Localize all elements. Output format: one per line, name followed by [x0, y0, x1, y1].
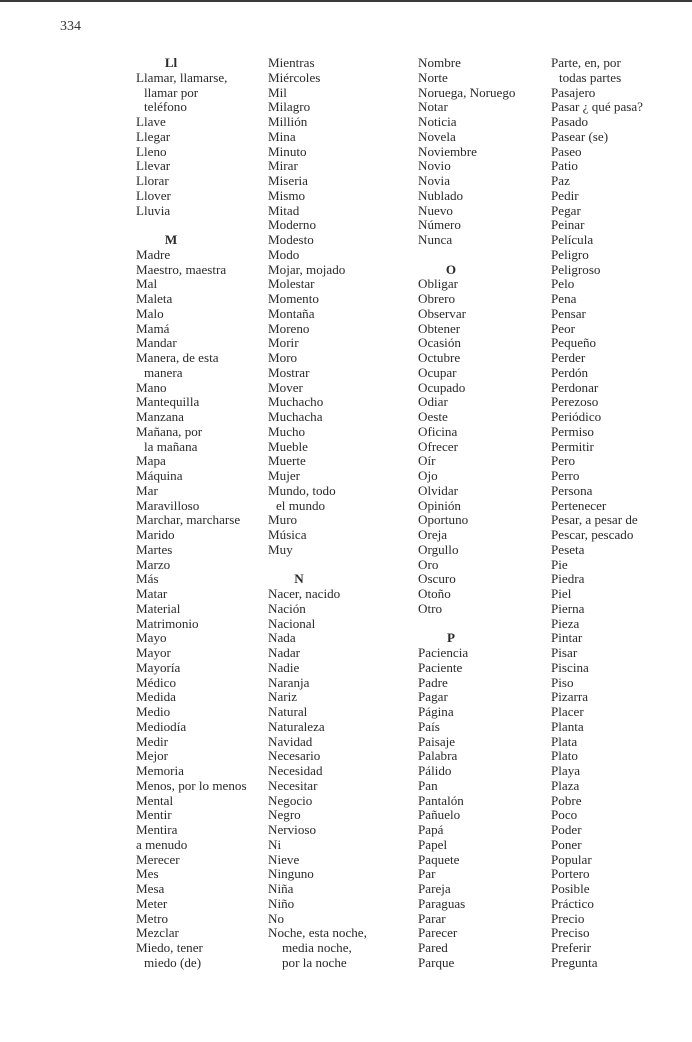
- vocab-entry: Ni: [268, 836, 282, 852]
- vocab-entry: Preciso: [551, 925, 590, 941]
- vocab-entry: Llorar: [136, 173, 169, 188]
- vocab-entry: Nadar: [268, 645, 300, 660]
- vocab-entry: Paquete: [418, 851, 460, 867]
- vocab-entry: Octubre: [418, 350, 461, 365]
- vocab-entry: Menos, por lo menos: [136, 777, 247, 793]
- vocab-entry: Mostrar: [268, 364, 310, 380]
- vocab-entry: Mamá: [136, 320, 170, 336]
- vocab-entry: Noviembre: [418, 143, 477, 159]
- vocab-entry: Pensar: [551, 305, 586, 321]
- vocab-entry: Maestro, maestra: [136, 261, 227, 277]
- vocab-entry: Maravilloso: [136, 497, 200, 513]
- vocab-entry: Obrero: [418, 291, 456, 306]
- vocab-entry: Perro: [551, 468, 580, 483]
- vocab-entry: Par: [418, 866, 436, 882]
- vocab-entry: Ojo: [418, 468, 438, 483]
- vocab-entry: Pasear (se): [551, 128, 609, 144]
- vocab-entry: Metro: [136, 910, 168, 926]
- vocab-entry: Mes: [136, 866, 159, 882]
- vocab-entry: Pálido: [418, 763, 452, 778]
- vocab-entry: Moro: [268, 350, 298, 365]
- vocab-entry: Morir: [268, 335, 299, 351]
- vocab-entry: Marzo: [136, 556, 171, 572]
- vocab-entry: Miércoles: [268, 69, 321, 85]
- vocab-entry: Pegar: [551, 202, 581, 218]
- vocab-entry: Papel: [418, 836, 448, 852]
- vocab-entry: Moreno: [268, 320, 310, 336]
- vocab-entry: Muro: [268, 512, 298, 528]
- vocab-entry: Pie: [551, 556, 568, 572]
- vocab-entry: Manera, de esta: [136, 350, 219, 365]
- vocab-entry: Obligar: [418, 276, 458, 292]
- vocab-entry: Placer: [551, 704, 584, 719]
- vocab-entry: Ocupar: [418, 364, 457, 380]
- vocab-entry: Millión: [268, 114, 308, 129]
- vocab-entry: Nuevo: [418, 202, 453, 218]
- vocab-entry: Patio: [551, 158, 578, 174]
- vocab-entry: Pieza: [551, 615, 580, 631]
- vocab-entry: Necesidad: [268, 763, 323, 778]
- vocab-entry: Molestar: [268, 276, 315, 292]
- vocab-entry: Mezclar: [136, 925, 179, 941]
- section-letter-heading: N: [294, 571, 304, 587]
- entry-continuation: el mundo: [276, 497, 326, 513]
- entry-continuation: todas partes: [559, 69, 622, 85]
- vocab-entry: Piscina: [551, 659, 589, 675]
- vocab-entry: Precio: [551, 910, 585, 926]
- vocab-column-3: [418, 56, 515, 971]
- vocab-entry: Necesitar: [268, 777, 318, 793]
- vocab-entry: Piel: [551, 586, 572, 601]
- vocab-entry: Norte: [418, 69, 448, 85]
- vocab-entry: Oír: [418, 453, 436, 469]
- vocab-entry: Novia: [418, 173, 450, 188]
- vocab-entry: Oro: [418, 556, 439, 572]
- vocab-entry: Llamar, llamarse,: [136, 69, 228, 85]
- vocab-entry: Mueble: [268, 438, 308, 454]
- vocab-entry: Opinión: [418, 497, 461, 513]
- vocab-entry: Muchacho: [268, 394, 324, 410]
- vocab-entry: Llevar: [136, 158, 171, 174]
- vocab-entry: Padre: [418, 674, 448, 690]
- vocab-entry: Mar: [136, 482, 158, 498]
- vocab-entry: Pelo: [551, 276, 575, 292]
- vocab-entry: Olvidar: [418, 482, 458, 498]
- vocab-entry: Persona: [551, 482, 593, 498]
- vocab-entry: Matar: [136, 586, 168, 601]
- vocab-entry: Paz: [551, 173, 570, 188]
- vocab-entry: Meter: [136, 895, 168, 911]
- vocab-entry: Material: [136, 600, 181, 616]
- vocab-entry: Nacional: [268, 615, 316, 631]
- vocab-entry: Otoño: [418, 586, 451, 601]
- entry-continuation: manera: [144, 364, 183, 380]
- vocab-entry: Madre: [136, 246, 171, 262]
- page-number: 334: [60, 19, 81, 34]
- vocab-entry: Natural: [268, 704, 308, 719]
- section-letter-heading: O: [445, 261, 457, 277]
- vocab-column-4: [551, 56, 643, 971]
- vocab-column-1: [136, 56, 247, 971]
- vocab-entry: Parar: [418, 910, 446, 926]
- entry-continuation: llamar por: [144, 84, 199, 100]
- vocab-entry: Plato: [551, 748, 578, 764]
- entry-continuation: teléfono: [144, 99, 187, 115]
- vocab-entry: Paciente: [418, 659, 463, 675]
- vocab-entry: Pizarra: [551, 689, 589, 705]
- vocab-entry: Pantalón: [418, 792, 464, 808]
- vocab-entry: Oficina: [418, 423, 458, 439]
- vocab-entry: Muerte: [268, 453, 306, 469]
- vocab-entry: Mil: [268, 84, 287, 100]
- vocab-entry: Mundo, todo: [268, 482, 336, 498]
- vocab-entry: Martes: [136, 541, 173, 557]
- vocab-entry: Marido: [136, 527, 175, 542]
- section-letter-heading: Ll: [164, 55, 178, 70]
- vocab-entry: Moderno: [268, 217, 317, 233]
- vocab-entry: Plaza: [551, 777, 580, 793]
- vocab-entry: Modo: [268, 246, 300, 262]
- vocab-entry: Manzana: [136, 409, 184, 424]
- vocab-entry: Montaña: [268, 305, 315, 321]
- vocab-entry: Portero: [551, 866, 590, 882]
- vocab-entry: Maleta: [136, 291, 173, 306]
- vocab-entry: Número: [418, 217, 461, 233]
- vocab-entry: Pertenecer: [551, 497, 607, 513]
- vocab-entry: Novio: [418, 158, 451, 174]
- vocab-entry: Otro: [418, 600, 443, 616]
- vocab-entry: Peseta: [551, 541, 585, 557]
- entry-continuation: miedo (de): [144, 954, 202, 970]
- vocab-entry: Ofrecer: [418, 438, 458, 454]
- vocab-entry: Película: [551, 232, 594, 247]
- vocab-entry: Página: [418, 704, 454, 719]
- vocab-entry: Noticia: [418, 114, 457, 129]
- vocab-entry: Ninguno: [268, 866, 314, 882]
- vocab-entry: Máquina: [136, 468, 183, 483]
- vocab-entry: Popular: [551, 851, 592, 867]
- vocab-entry: Pregunta: [551, 954, 598, 970]
- vocab-entry: Nublado: [418, 187, 464, 203]
- vocab-entry: Muy: [268, 541, 293, 557]
- vocab-entry: Nacer, nacido: [268, 586, 341, 601]
- vocab-entry: Miseria: [268, 173, 308, 188]
- vocab-entry: Pan: [418, 777, 438, 793]
- vocab-entry: Mañana, por: [136, 423, 203, 439]
- vocab-entry: Mal: [136, 276, 158, 292]
- vocab-entry: Lleno: [136, 143, 167, 159]
- vocab-column-2: [268, 56, 367, 971]
- vocab-entry: Mantequilla: [136, 394, 200, 410]
- vocab-entry: Posible: [551, 881, 590, 896]
- vocab-entry: Mucho: [268, 423, 306, 439]
- vocab-entry: Nada: [268, 630, 296, 646]
- vocab-entry: Necesario: [268, 748, 321, 764]
- vocab-entry: Música: [268, 527, 307, 542]
- vocab-entry: Nunca: [418, 232, 453, 247]
- vocab-entry: Piso: [551, 674, 574, 690]
- vocab-entry: Papá: [418, 822, 444, 837]
- vocab-entry: Medio: [136, 704, 171, 719]
- vocab-entry: Mover: [268, 379, 303, 395]
- vocab-entry: Mientras: [268, 55, 315, 70]
- vocab-entry: Obtener: [418, 320, 461, 336]
- vocab-entry: Perdón: [551, 364, 589, 380]
- vocab-entry: Negocio: [268, 792, 313, 808]
- vocab-entry: Preferir: [551, 940, 591, 955]
- vocab-entry: Oreja: [418, 527, 448, 542]
- vocab-entry: Paciencia: [418, 645, 469, 660]
- vocab-entry: Medida: [136, 689, 176, 705]
- vocab-entry: Peor: [551, 320, 576, 336]
- vocab-entry: Naturaleza: [268, 718, 325, 734]
- vocab-entry: Mano: [136, 379, 167, 395]
- vocab-entry: Mojar, mojado: [268, 261, 346, 277]
- vocab-entry: Piedra: [551, 571, 585, 587]
- vocab-entry: Nieve: [268, 851, 300, 867]
- vocab-entry: Paseo: [551, 143, 582, 159]
- vocab-entry: Oportuno: [418, 512, 469, 528]
- vocab-entry: Momento: [268, 291, 319, 306]
- vocab-entry: Permitir: [551, 438, 594, 454]
- vocab-entry: Mandar: [136, 335, 177, 351]
- vocab-entry: Pared: [418, 940, 448, 955]
- vocab-entry: País: [418, 718, 440, 734]
- vocab-entry: Llegar: [136, 128, 171, 144]
- vocab-entry: Ocasión: [418, 335, 461, 351]
- vocab-entry: Peligroso: [551, 261, 601, 277]
- entry-continuation: media noche,: [282, 940, 352, 955]
- vocab-entry: Plata: [551, 733, 578, 749]
- vocab-entry: Periódico: [551, 409, 602, 424]
- vocab-entry: Llave: [136, 114, 166, 129]
- vocab-entry: Mina: [268, 128, 296, 144]
- vocab-entry: Poner: [551, 836, 582, 852]
- vocab-entry: Naranja: [268, 674, 310, 690]
- vocab-entry: Pescar, pescado: [551, 527, 634, 542]
- vocab-entry: Pesar, a pesar de: [551, 512, 638, 528]
- vocab-entry: Parte, en, por: [551, 55, 621, 70]
- vocab-entry: Llover: [136, 187, 171, 203]
- vocab-entry: Permiso: [551, 423, 594, 439]
- vocab-entry: Mismo: [268, 187, 306, 203]
- vocab-entry: Nariz: [268, 689, 298, 705]
- vocab-entry: Navidad: [268, 733, 313, 749]
- spacer: [418, 617, 515, 632]
- vocab-entry: Oscuro: [418, 571, 456, 587]
- vocab-entry: Ocupado: [418, 379, 466, 395]
- vocab-entry: Paraguas: [418, 895, 466, 911]
- vocab-entry: Poder: [551, 822, 582, 837]
- vocab-entry: Nadie: [268, 659, 300, 675]
- vocab-entry: Playa: [551, 763, 581, 778]
- vocab-entry: Mujer: [268, 468, 300, 483]
- vocab-entry: No: [268, 910, 285, 926]
- vocab-entry: Marchar, marcharse: [136, 512, 241, 528]
- vocab-entry: Mirar: [268, 158, 298, 174]
- section-letter-heading: P: [447, 630, 455, 646]
- entry-continuation: la mañana: [144, 438, 198, 454]
- vocab-entry: Pisar: [551, 645, 578, 660]
- vocab-entry: Lluvia: [136, 202, 171, 218]
- vocab-entry: Pañuelo: [418, 807, 461, 823]
- vocab-entry: Nombre: [418, 55, 461, 70]
- vocab-entry: Mayor: [136, 645, 171, 660]
- vocab-entry: Minuto: [268, 143, 307, 159]
- vocab-entry: Poco: [551, 807, 578, 823]
- spacer: [268, 558, 367, 573]
- vocab-entry: Mitad: [268, 202, 300, 218]
- vocab-entry: Oeste: [418, 409, 448, 424]
- vocab-entry: Niña: [268, 881, 294, 896]
- vocab-entry: a menudo: [136, 836, 188, 852]
- vocab-entry: Milagro: [268, 99, 311, 115]
- vocab-entry: Mesa: [136, 881, 165, 896]
- vocab-entry: Pero: [551, 453, 576, 469]
- vocab-entry: Pierna: [551, 600, 585, 616]
- vocab-entry: Peligro: [551, 246, 589, 262]
- vocab-entry: Mayoría: [136, 659, 181, 675]
- vocab-entry: Mapa: [136, 453, 166, 469]
- vocab-entry: Malo: [136, 305, 164, 321]
- vocab-entry: Palabra: [418, 748, 458, 764]
- top-rule: [0, 0, 692, 2]
- vocab-entry: Más: [136, 571, 159, 587]
- vocab-entry: Pareja: [418, 881, 451, 896]
- vocab-entry: Perdonar: [551, 379, 599, 395]
- vocab-entry: Pedir: [551, 187, 579, 203]
- vocab-entry: Parecer: [418, 925, 458, 941]
- vocab-entry: Mejor: [136, 748, 168, 764]
- vocab-entry: Merecer: [136, 851, 180, 867]
- vocab-entry: Odiar: [418, 394, 448, 410]
- vocab-entry: Noche, esta noche,: [268, 925, 367, 941]
- vocab-entry: Nación: [268, 600, 306, 616]
- vocab-entry: Noruega, Noruego: [418, 84, 516, 100]
- vocab-entry: Negro: [268, 807, 301, 823]
- vocab-entry: Matrimonio: [136, 615, 199, 631]
- vocab-entry: Niño: [268, 895, 295, 911]
- vocab-entry: Orgullo: [418, 541, 459, 557]
- vocab-entry: Pagar: [418, 689, 448, 705]
- vocab-entry: Parque: [418, 954, 455, 970]
- vocab-entry: Muchacha: [268, 409, 323, 424]
- vocab-entry: Perder: [551, 350, 586, 365]
- vocab-entry: Mediodía: [136, 718, 187, 734]
- vocab-entry: Médico: [136, 674, 176, 690]
- vocab-entry: Modesto: [268, 232, 314, 247]
- vocab-entry: Mental: [136, 792, 174, 808]
- spacer: [418, 248, 515, 263]
- vocab-entry: Pintar: [551, 630, 583, 646]
- vocab-entry: Peinar: [551, 217, 585, 233]
- vocab-entry: Pequeño: [551, 335, 597, 351]
- vocab-entry: Mentira: [136, 822, 178, 837]
- vocab-entry: Perezoso: [551, 394, 599, 410]
- spacer: [136, 218, 247, 233]
- vocab-entry: Memoria: [136, 763, 184, 778]
- vocab-entry: Pena: [551, 291, 577, 306]
- vocab-entry: Pobre: [551, 792, 582, 808]
- vocab-entry: Miedo, tener: [136, 940, 203, 955]
- vocab-entry: Pasado: [551, 114, 589, 129]
- vocab-entry: Práctico: [551, 895, 594, 911]
- vocab-entry: Medir: [136, 733, 168, 749]
- vocab-entry: Novela: [418, 128, 456, 144]
- vocab-entry: Mentir: [136, 807, 172, 823]
- vocab-entry: Nervioso: [268, 822, 317, 837]
- vocab-entry: Pasajero: [551, 84, 596, 100]
- vocab-entry: Observar: [418, 305, 466, 321]
- section-letter-heading: M: [164, 232, 178, 247]
- entry-continuation: por la noche: [282, 954, 347, 970]
- vocab-entry: Planta: [551, 718, 584, 734]
- vocab-entry: Mayo: [136, 630, 167, 646]
- vocab-entry: Pasar ¿ qué pasa?: [551, 99, 643, 115]
- vocab-entry: Paisaje: [418, 733, 456, 749]
- vocab-entry: Notar: [418, 99, 448, 115]
